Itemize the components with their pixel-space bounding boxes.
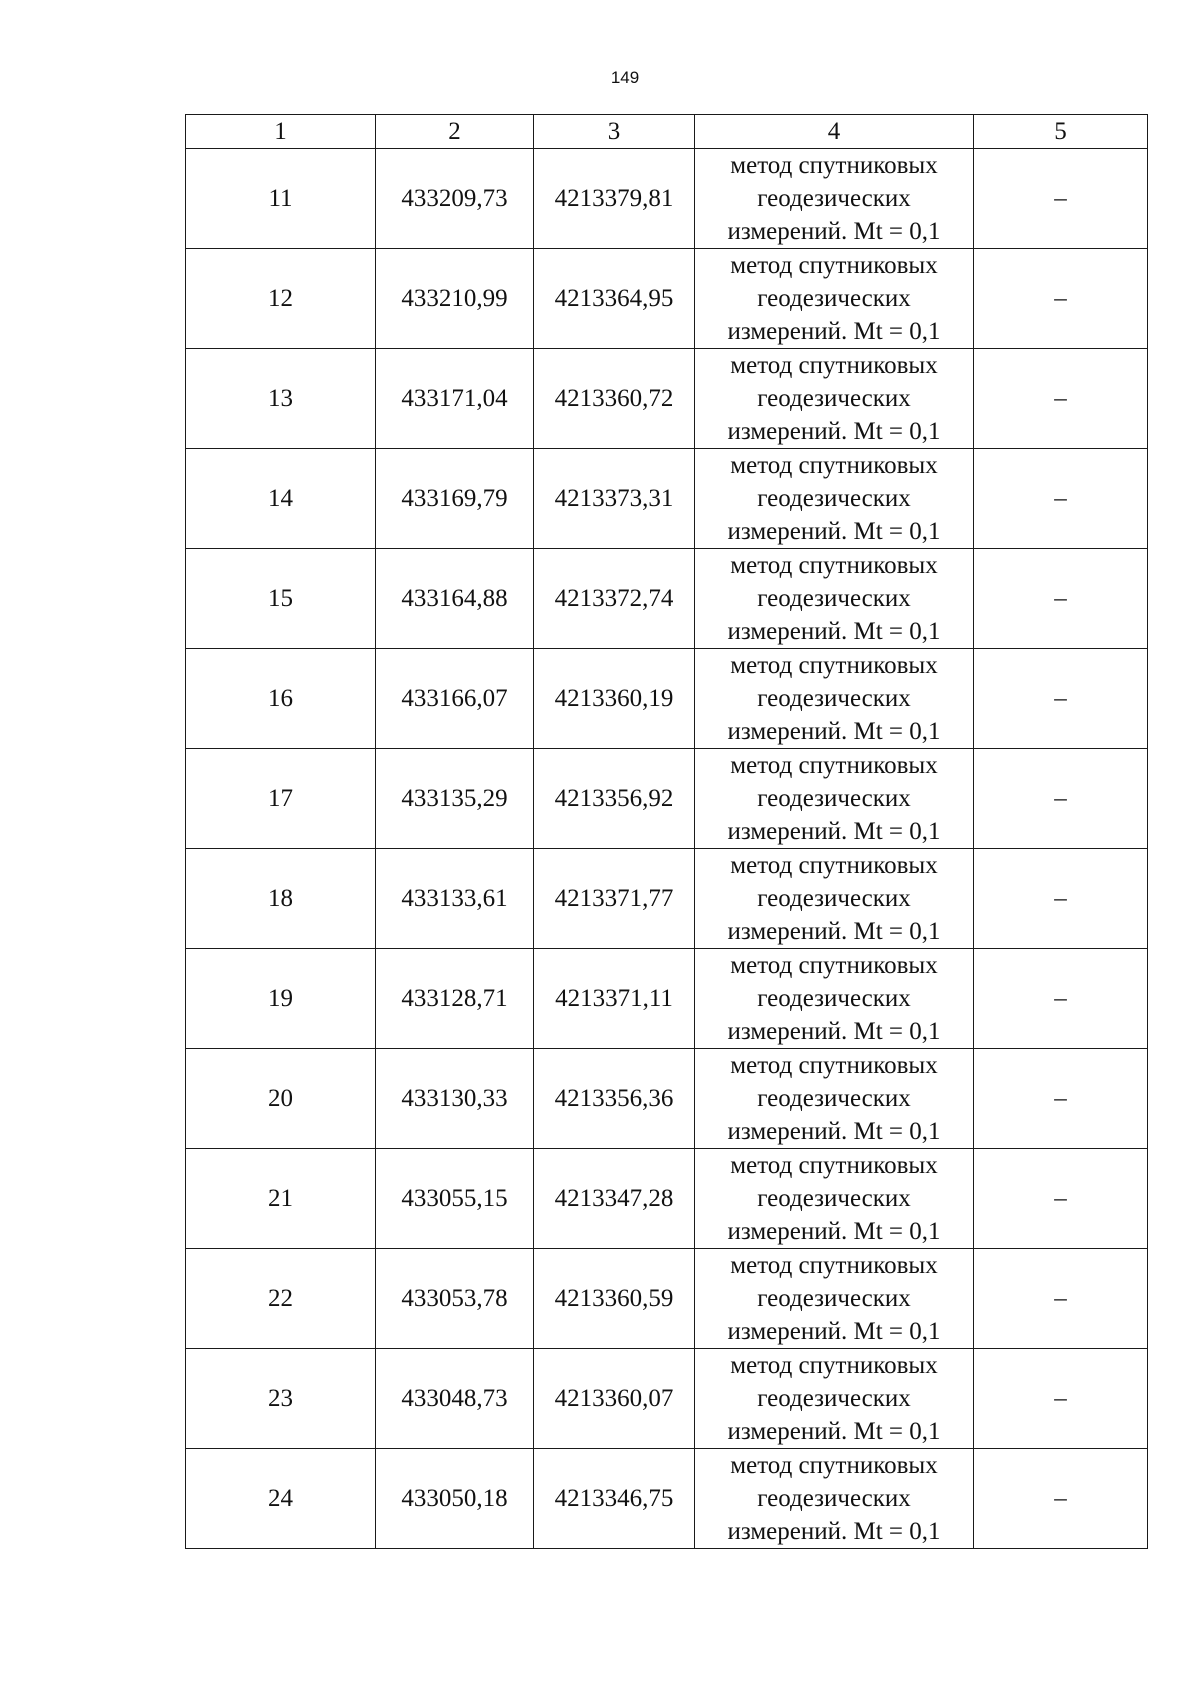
x-coordinate-cell: 433135,29	[376, 749, 534, 849]
note-cell: –	[974, 1049, 1148, 1149]
method-line: измерений. Mt = 0,1	[727, 718, 941, 745]
method-cell	[695, 649, 974, 749]
point-number-cell: 24	[186, 1449, 376, 1549]
column-header: 1	[186, 115, 376, 149]
y-coordinate-cell: 4213356,92	[534, 749, 695, 849]
method-line: измерений. Mt = 0,1	[727, 618, 941, 645]
x-coordinate-cell: 433053,78	[376, 1249, 534, 1349]
method-line: метод спутниковых	[730, 552, 938, 579]
method-line: геодезических	[757, 185, 911, 212]
method-cell	[695, 1049, 974, 1149]
note-cell: –	[974, 149, 1148, 249]
method-cell	[695, 1149, 974, 1249]
method-cell	[695, 749, 974, 849]
note-cell: –	[974, 649, 1148, 749]
note-cell: –	[974, 1449, 1148, 1549]
method-line: метод спутниковых	[730, 852, 938, 879]
x-coordinate-cell: 433164,88	[376, 549, 534, 649]
x-coordinate-cell: 433171,04	[376, 349, 534, 449]
method-line: геодезических	[757, 485, 911, 512]
note-cell: –	[974, 349, 1148, 449]
table-row	[186, 349, 1148, 449]
point-number-cell: 17	[186, 749, 376, 849]
method-line: геодезических	[757, 885, 911, 912]
method-line: метод спутниковых	[730, 1352, 938, 1379]
point-number-cell: 16	[186, 649, 376, 749]
table-row	[186, 1249, 1148, 1349]
x-coordinate-cell: 433133,61	[376, 849, 534, 949]
method-cell	[695, 849, 974, 949]
method-line: геодезических	[757, 685, 911, 712]
y-coordinate-cell: 4213371,11	[534, 949, 695, 1049]
table-row	[186, 449, 1148, 549]
method-cell	[695, 1349, 974, 1449]
table-row	[186, 949, 1148, 1049]
method-line: геодезических	[757, 1085, 911, 1112]
method-line: геодезических	[757, 385, 911, 412]
method-line: измерений. Mt = 0,1	[727, 1418, 941, 1445]
note-cell: –	[974, 1349, 1148, 1449]
point-number-cell: 18	[186, 849, 376, 949]
note-cell: –	[974, 749, 1148, 849]
x-coordinate-cell: 433048,73	[376, 1349, 534, 1449]
method-line: измерений. Mt = 0,1	[727, 1318, 941, 1345]
method-line: метод спутниковых	[730, 152, 938, 179]
method-line: измерений. Mt = 0,1	[727, 1218, 941, 1245]
header-row	[186, 115, 1148, 149]
point-number-cell: 14	[186, 449, 376, 549]
note-cell: –	[974, 849, 1148, 949]
table-row	[186, 1049, 1148, 1149]
method-line: геодезических	[757, 585, 911, 612]
point-number-cell: 15	[186, 549, 376, 649]
column-header: 2	[376, 115, 534, 149]
column-header: 3	[534, 115, 695, 149]
note-cell: –	[974, 949, 1148, 1049]
method-line: геодезических	[757, 1385, 911, 1412]
method-cell	[695, 349, 974, 449]
method-line: измерений. Mt = 0,1	[727, 1118, 941, 1145]
method-line: метод спутниковых	[730, 952, 938, 979]
x-coordinate-cell: 433130,33	[376, 1049, 534, 1149]
method-line: измерений. Mt = 0,1	[727, 518, 941, 545]
table-row	[186, 749, 1148, 849]
point-number-cell: 23	[186, 1349, 376, 1449]
x-coordinate-cell: 433050,18	[376, 1449, 534, 1549]
table-row	[186, 1449, 1148, 1549]
point-number-cell: 20	[186, 1049, 376, 1149]
table-row	[186, 849, 1148, 949]
note-cell: –	[974, 1149, 1148, 1249]
note-cell: –	[974, 549, 1148, 649]
point-number-cell: 22	[186, 1249, 376, 1349]
method-line: измерений. Mt = 0,1	[727, 918, 941, 945]
method-line: метод спутниковых	[730, 1152, 938, 1179]
x-coordinate-cell: 433128,71	[376, 949, 534, 1049]
method-line: метод спутниковых	[730, 752, 938, 779]
method-cell	[695, 249, 974, 349]
method-cell	[695, 1249, 974, 1349]
table-row	[186, 249, 1148, 349]
y-coordinate-cell: 4213346,75	[534, 1449, 695, 1549]
point-number-cell: 13	[186, 349, 376, 449]
x-coordinate-cell: 433055,15	[376, 1149, 534, 1249]
method-line: измерений. Mt = 0,1	[727, 1518, 941, 1545]
method-cell	[695, 449, 974, 549]
table-body	[186, 149, 1148, 1549]
note-cell: –	[974, 1249, 1148, 1349]
method-line: метод спутниковых	[730, 1252, 938, 1279]
point-number-cell: 11	[186, 149, 376, 249]
y-coordinate-cell: 4213347,28	[534, 1149, 695, 1249]
method-line: метод спутниковых	[730, 252, 938, 279]
table-row	[186, 549, 1148, 649]
note-cell: –	[974, 249, 1148, 349]
y-coordinate-cell: 4213356,36	[534, 1049, 695, 1149]
method-line: измерений. Mt = 0,1	[727, 818, 941, 845]
method-line: метод спутниковых	[730, 1452, 938, 1479]
method-cell	[695, 949, 974, 1049]
table-row	[186, 649, 1148, 749]
method-line: геодезических	[757, 785, 911, 812]
method-line: геодезических	[757, 1185, 911, 1212]
y-coordinate-cell: 4213371,77	[534, 849, 695, 949]
method-line: метод спутниковых	[730, 1052, 938, 1079]
y-coordinate-cell: 4213373,31	[534, 449, 695, 549]
method-line: метод спутниковых	[730, 652, 938, 679]
y-coordinate-cell: 4213364,95	[534, 249, 695, 349]
method-line: измерений. Mt = 0,1	[727, 318, 941, 345]
point-number-cell: 19	[186, 949, 376, 1049]
y-coordinate-cell: 4213379,81	[534, 149, 695, 249]
point-number-cell: 12	[186, 249, 376, 349]
method-line: измерений. Mt = 0,1	[727, 418, 941, 445]
note-cell: –	[974, 449, 1148, 549]
x-coordinate-cell: 433209,73	[376, 149, 534, 249]
y-coordinate-cell: 4213360,59	[534, 1249, 695, 1349]
coordinates-table	[185, 114, 1148, 1549]
table-row	[186, 1149, 1148, 1249]
method-line: геодезических	[757, 1285, 911, 1312]
method-cell	[695, 149, 974, 249]
method-line: геодезических	[757, 985, 911, 1012]
x-coordinate-cell: 433169,79	[376, 449, 534, 549]
method-line: геодезических	[757, 285, 911, 312]
x-coordinate-cell: 433166,07	[376, 649, 534, 749]
method-line: измерений. Mt = 0,1	[727, 1018, 941, 1045]
method-cell	[695, 549, 974, 649]
table-row	[186, 149, 1148, 249]
method-line: измерений. Mt = 0,1	[727, 218, 941, 245]
y-coordinate-cell: 4213360,07	[534, 1349, 695, 1449]
method-line: метод спутниковых	[730, 352, 938, 379]
method-cell	[695, 1449, 974, 1549]
y-coordinate-cell: 4213372,74	[534, 549, 695, 649]
y-coordinate-cell: 4213360,72	[534, 349, 695, 449]
method-line: метод спутниковых	[730, 452, 938, 479]
point-number-cell: 21	[186, 1149, 376, 1249]
column-header: 4	[695, 115, 974, 149]
page-number: 149	[610, 68, 640, 87]
x-coordinate-cell: 433210,99	[376, 249, 534, 349]
column-header: 5	[974, 115, 1148, 149]
table-row	[186, 1349, 1148, 1449]
method-line: геодезических	[757, 1485, 911, 1512]
y-coordinate-cell: 4213360,19	[534, 649, 695, 749]
